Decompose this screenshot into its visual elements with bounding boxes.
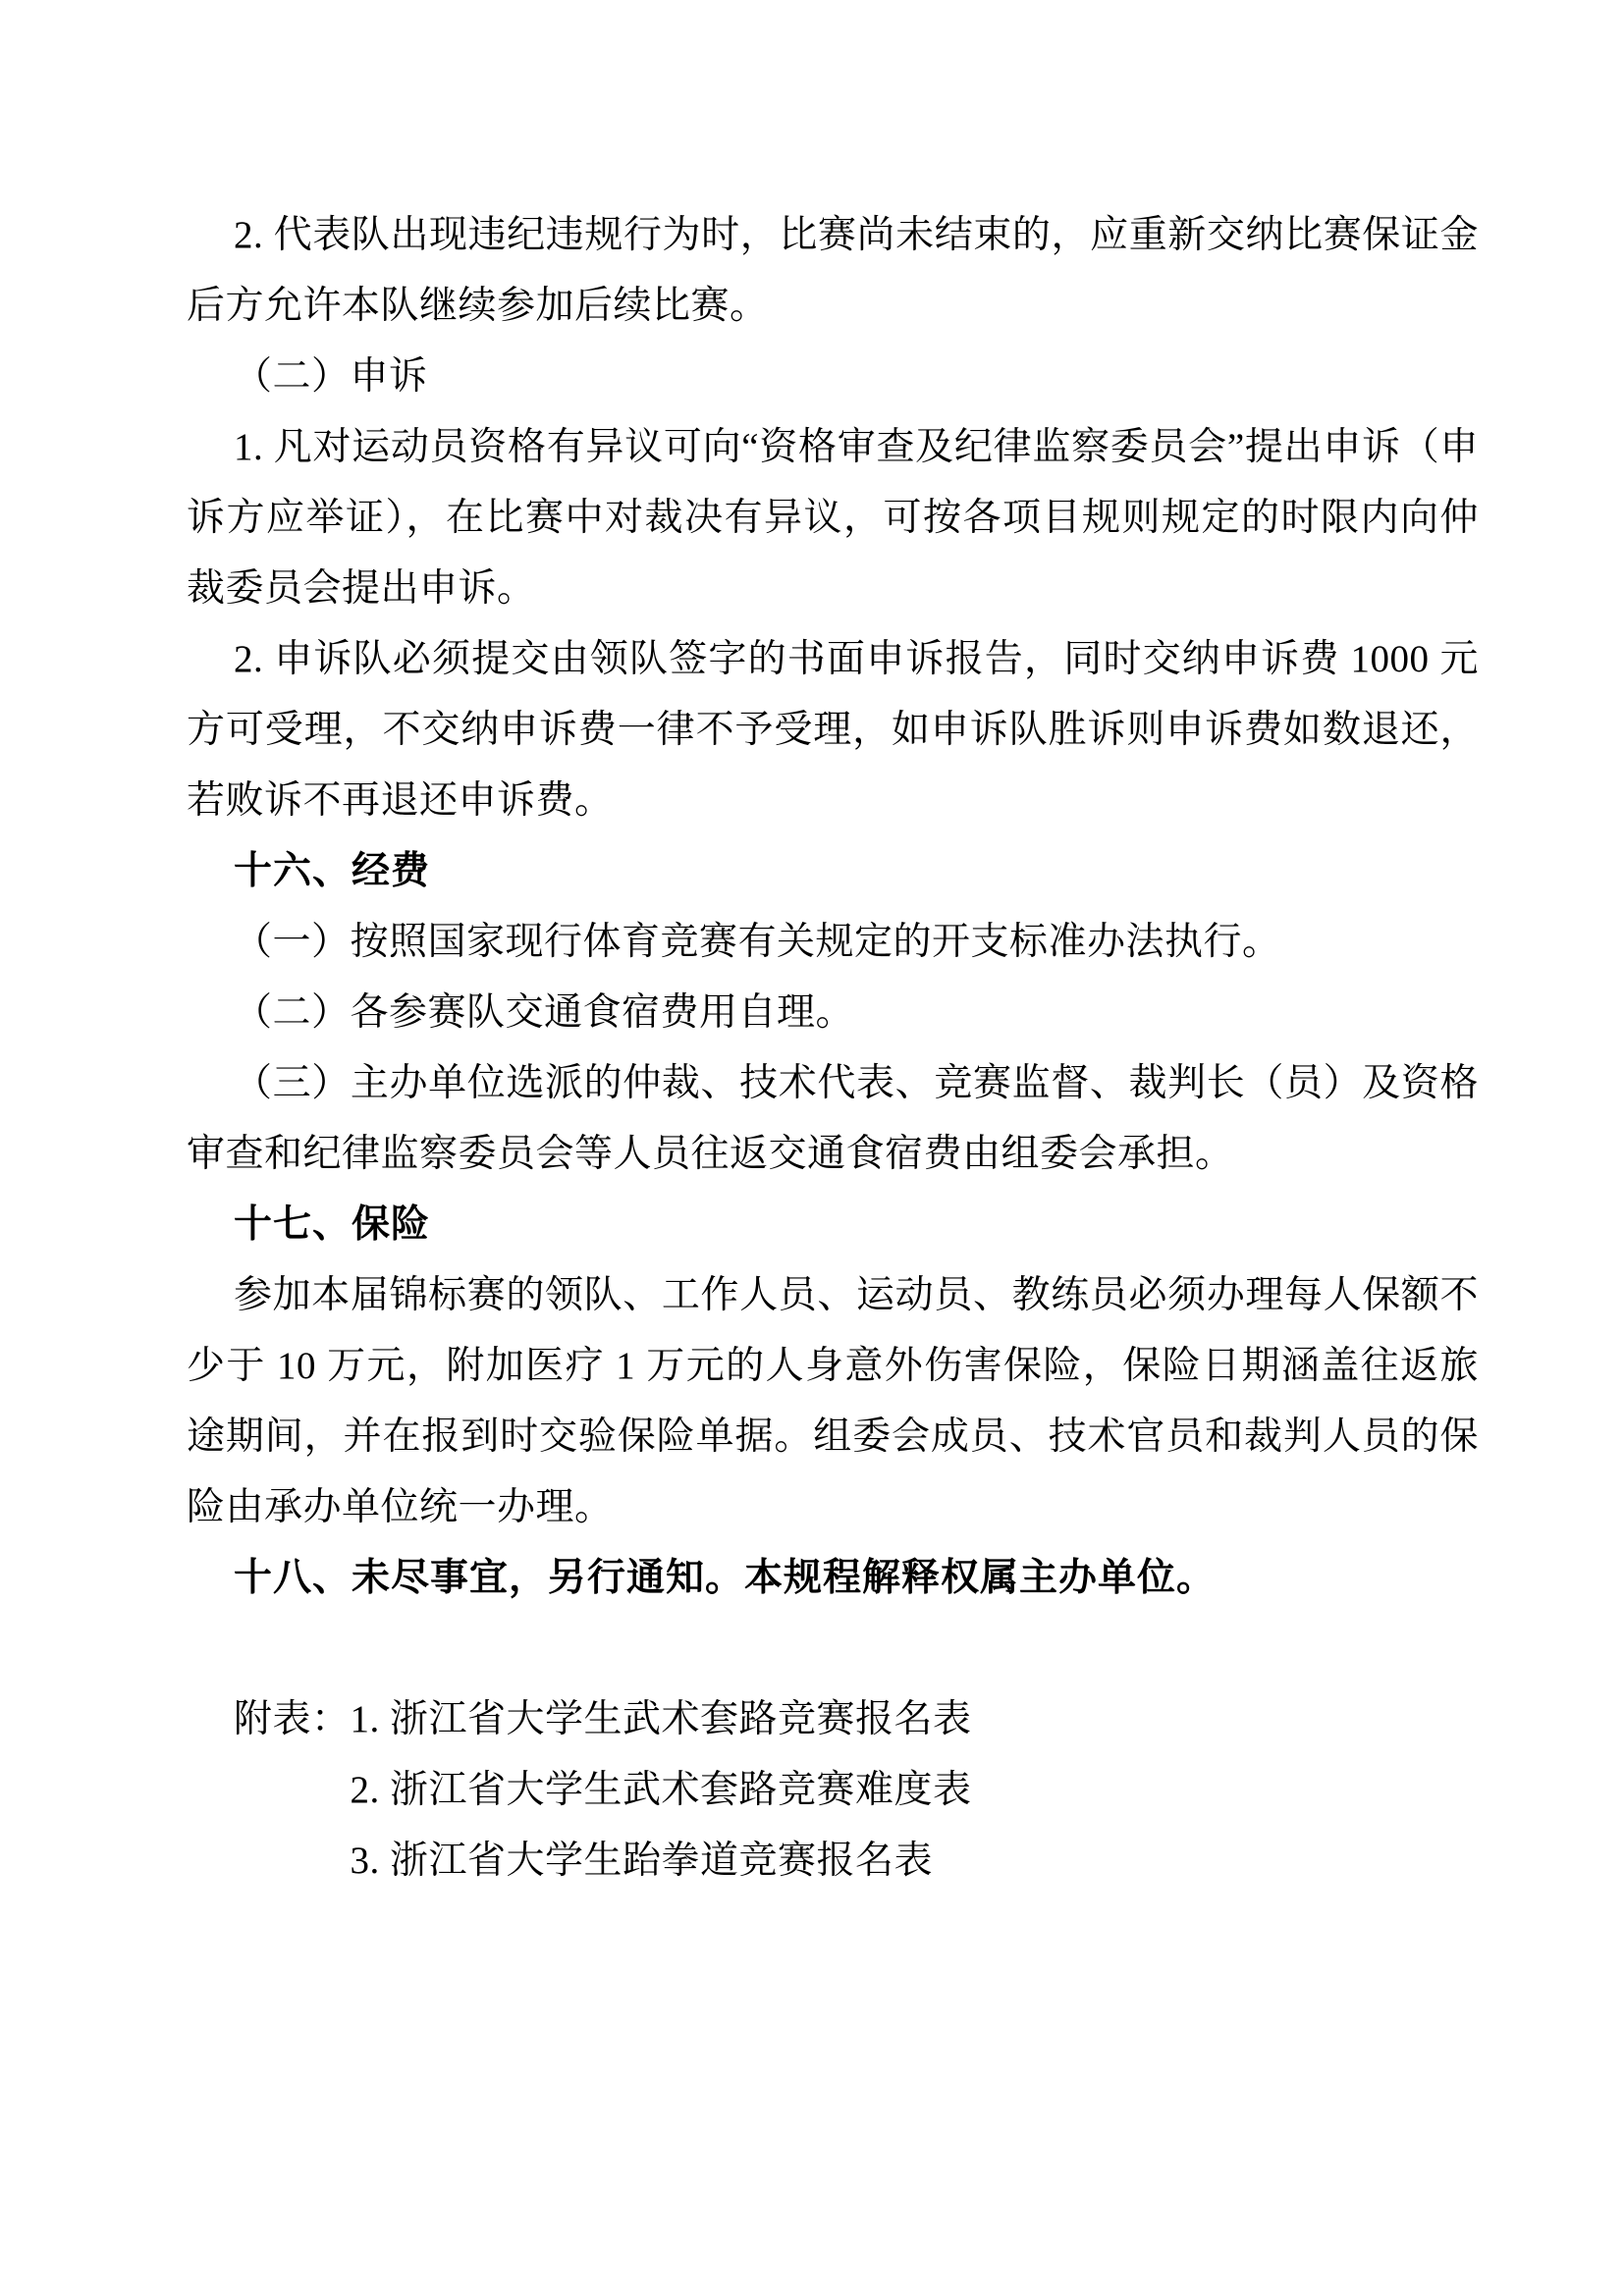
para-deposit-rule: 2. 代表队出现违纪违规行为时，比赛尚未结束的，应重新交纳比赛保证金后方允许本队继续参加后续比赛。 [187, 214, 1479, 327]
appendix-items [351, 1684, 1479, 1896]
document-body [187, 200, 1479, 1896]
para-funding-officials: （三）主办单位选派的仲裁、技术代表、竞赛监督、裁判长（员）及资格审查和纪律监察委员会等人员往返交通食宿费由组委会承担。 [187, 1062, 1479, 1175]
appendix-item-wushu-difficulty-form: 2. 浙江省大学生武术套路竞赛难度表 [350, 1769, 972, 1811]
para-funding-self-pay: （二）各参赛队交通食宿费用自理。 [234, 991, 855, 1034]
appendix-block [187, 1684, 1479, 1896]
heading-insurance: 十七、保险 [234, 1203, 431, 1246]
heading-funding: 十六、经费 [234, 850, 431, 892]
appendix-item-wushu-entry-form: 1. 浙江省大学生武术套路竞赛报名表 [350, 1698, 972, 1740]
heading-miscellaneous: 十八、未尽事宜，另行通知。本规程解释权属主办单位。 [234, 1557, 1217, 1599]
subheading-appeal: （二）申诉 [234, 355, 428, 398]
para-appeal-eligibility: 1. 凡对运动员资格有异议可向“资格审查及纪律监察委员会”提出申诉（申诉方应举证），在比赛中对裁决有异议，可按各项目规则规定的时限内向仲裁委员会提出申诉。 [187, 426, 1479, 610]
para-insurance-requirements: 参加本届锦标赛的领队、工作人员、运动员、教练员必须办理每人保额不少于 10 万元，附加医疗 1 万元的人身意外伤害保险，保险日期涵盖往返旅途期间，并在报到时交验保险单据。组委会成员、技术官员和裁判人员的保险由承办单位统一办理。 [187, 1274, 1479, 1528]
para-funding-standard: （一）按照国家现行体育竞赛有关规定的开支标准办法执行。 [234, 921, 1281, 963]
para-appeal-fee: 2. 申诉队必须提交由领队签字的书面申诉报告，同时交纳申诉费 1000 元方可受理，不交纳申诉费一律不予受理，如申诉队胜诉则申诉费如数退还，若败诉不再退还申诉费。 [187, 638, 1479, 822]
appendix-label: 附表： [234, 1698, 351, 1740]
appendix-item-taekwondo-entry-form: 3. 浙江省大学生跆拳道竞赛报名表 [350, 1840, 934, 1882]
